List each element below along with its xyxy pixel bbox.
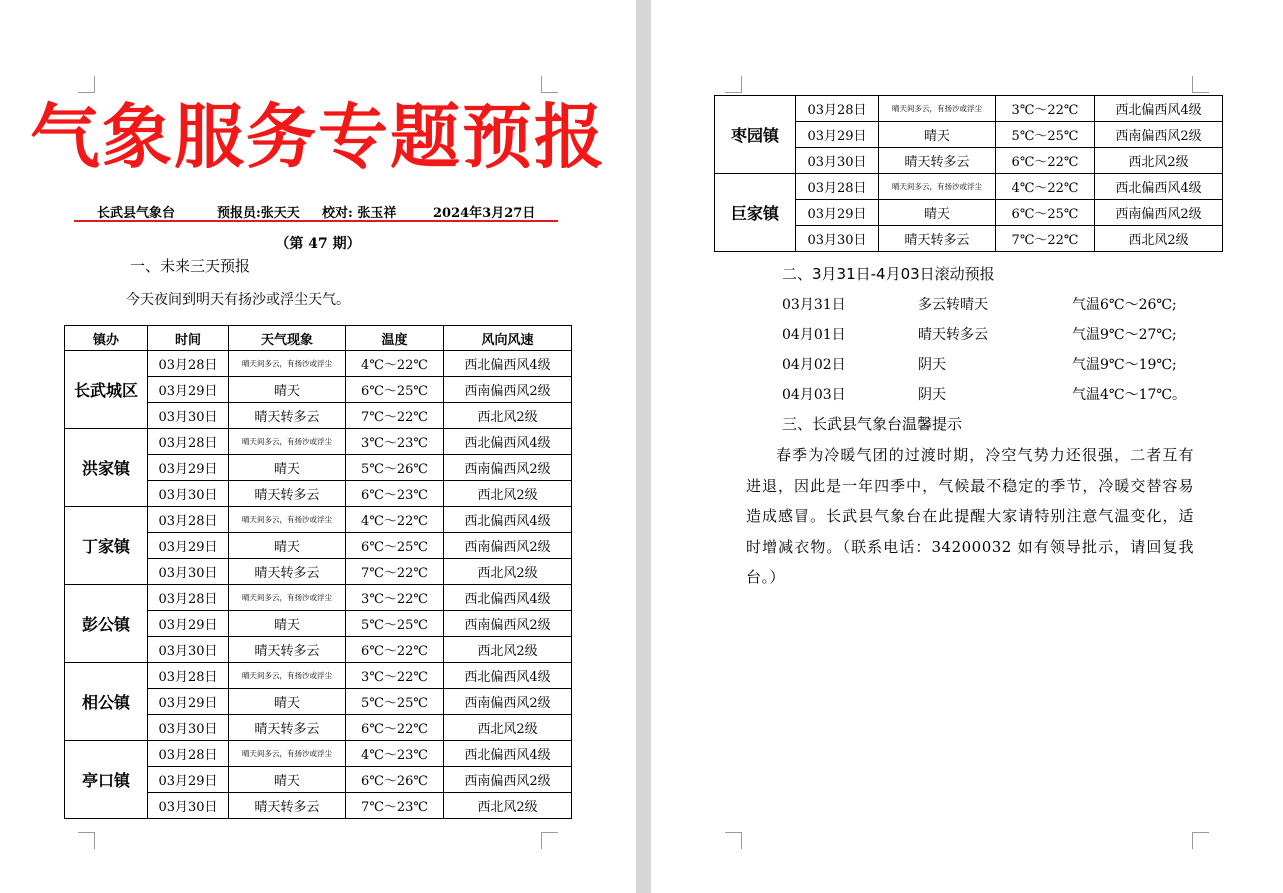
date-cell: 03月30日	[148, 403, 229, 429]
weather-cell: 晴天转多云	[879, 226, 996, 252]
town-name: 枣园镇	[715, 96, 796, 174]
rolling-temp: 气温9℃～27℃;	[1072, 327, 1177, 343]
wind-cell: 西北风2级	[444, 481, 572, 507]
town-name: 长武城区	[65, 351, 148, 429]
date-cell: 03月30日	[148, 559, 229, 585]
temperature-cell: 3℃～22℃	[346, 585, 444, 611]
date-cell: 03月28日	[148, 585, 229, 611]
weather-cell: 晴天转多云	[229, 403, 346, 429]
wind-cell: 西南偏西风2级	[444, 767, 572, 793]
temperature-cell: 4℃～22℃	[346, 507, 444, 533]
date-cell: 03月30日	[148, 481, 229, 507]
forecast-table-continued	[714, 95, 1223, 252]
date-cell: 03月30日	[796, 226, 879, 252]
rolling-temp: 气温9℃～19℃;	[1072, 357, 1177, 373]
weather-cell: 晴天间多云，有扬沙或浮尘	[229, 351, 346, 377]
crop-mark	[1192, 832, 1209, 849]
date-cell: 03月29日	[148, 611, 229, 637]
date-cell: 03月29日	[148, 455, 229, 481]
wind-cell: 西北风2级	[444, 637, 572, 663]
wind-cell: 西北风2级	[444, 715, 572, 741]
weather-cell: 晴天	[229, 533, 346, 559]
rolling-date: 04月01日	[782, 327, 846, 343]
byline	[74, 202, 558, 222]
forecaster: 预报员:张天天	[217, 206, 300, 221]
rolling-date: 04月03日	[782, 387, 846, 403]
temperature-cell: 5℃～26℃	[346, 455, 444, 481]
column-header: 温度	[346, 326, 444, 351]
table-row	[65, 429, 572, 455]
wind-cell: 西北偏西风4级	[444, 351, 572, 377]
table-header-row	[65, 326, 572, 351]
temperature-cell: 6℃～22℃	[996, 148, 1095, 174]
table-row	[715, 174, 1223, 200]
weather-cell: 晴天间多云，有扬沙或浮尘	[229, 741, 346, 767]
table-row	[65, 585, 572, 611]
weather-cell: 晴天转多云	[229, 481, 346, 507]
temperature-cell: 5℃～25℃	[346, 611, 444, 637]
proofreader: 校对: 张玉祥	[322, 206, 397, 221]
weather-cell: 晴天	[229, 611, 346, 637]
wind-cell: 西南偏西风2级	[444, 689, 572, 715]
weather-cell: 晴天	[229, 767, 346, 793]
temperature-cell: 3℃～23℃	[346, 429, 444, 455]
temperature-cell: 6℃～26℃	[346, 767, 444, 793]
rolling-temp: 气温6℃～26℃;	[1072, 297, 1177, 313]
section-1-intro: 今天夜间到明天有扬沙或浮尘天气。	[126, 292, 350, 308]
date-cell: 03月28日	[796, 96, 879, 122]
wind-cell: 西北风2级	[1095, 148, 1223, 174]
weather-cell: 晴天间多云，有扬沙或浮尘	[879, 174, 996, 200]
weather-cell: 晴天转多云	[229, 715, 346, 741]
forecast-table	[64, 325, 572, 819]
town-name: 亭口镇	[65, 741, 148, 819]
table-row	[65, 507, 572, 533]
crop-mark	[541, 832, 558, 849]
temperature-cell: 7℃～23℃	[346, 793, 444, 819]
wind-cell: 西北风2级	[444, 559, 572, 585]
wind-cell: 西北偏西风4级	[444, 507, 572, 533]
rolling-date: 04月02日	[782, 357, 846, 373]
warm-tips-text: 春季为冷暖气团的过渡时期，冷空气势力还很强，二者互有进退，因此是一年四季中，气候最不稳定的季节，冷暖交替容易造成感冒。长武县气象台在此提醒大家请特别注意气温变化，适时增减衣物。（联系电话：34200032 如有领导批示，请回复我台。）	[746, 446, 1194, 586]
temperature-cell: 6℃～22℃	[346, 637, 444, 663]
rolling-weather: 多云转晴天	[918, 297, 988, 313]
column-header: 时间	[148, 326, 229, 351]
warm-tips	[746, 440, 1194, 593]
crop-mark	[78, 76, 95, 93]
temperature-cell: 4℃～22℃	[996, 174, 1095, 200]
wind-cell: 西北偏西风4级	[444, 663, 572, 689]
town-name: 丁家镇	[65, 507, 148, 585]
crop-mark	[725, 832, 742, 849]
date-cell: 03月28日	[148, 741, 229, 767]
date-cell: 03月29日	[796, 200, 879, 226]
wind-cell: 西北偏西风4级	[1095, 174, 1223, 200]
weather-cell: 晴天间多云，有扬沙或浮尘	[229, 507, 346, 533]
date-cell: 03月28日	[148, 351, 229, 377]
column-header: 天气现象	[229, 326, 346, 351]
weather-cell: 晴天间多云，有扬沙或浮尘	[879, 96, 996, 122]
crop-mark	[1192, 76, 1209, 93]
weather-cell: 晴天转多云	[229, 793, 346, 819]
weather-cell: 晴天转多云	[229, 559, 346, 585]
temperature-cell: 5℃～25℃	[346, 689, 444, 715]
temperature-cell: 3℃～22℃	[996, 96, 1095, 122]
date-cell: 03月28日	[796, 174, 879, 200]
date-cell: 03月28日	[148, 663, 229, 689]
date-cell: 03月29日	[148, 689, 229, 715]
rolling-date: 03月31日	[782, 297, 846, 313]
crop-mark	[725, 76, 742, 93]
date-cell: 03月29日	[148, 377, 229, 403]
temperature-cell: 7℃～22℃	[346, 403, 444, 429]
weather-cell: 晴天	[229, 377, 346, 403]
wind-cell: 西南偏西风2级	[1095, 200, 1223, 226]
temperature-cell: 3℃～22℃	[346, 663, 444, 689]
column-header: 风向风速	[444, 326, 572, 351]
date-cell: 03月29日	[796, 122, 879, 148]
page-left	[0, 0, 636, 893]
column-header: 镇办	[65, 326, 148, 351]
weather-cell: 晴天转多云	[229, 637, 346, 663]
date-cell: 03月28日	[148, 507, 229, 533]
wind-cell: 西南偏西风2级	[444, 611, 572, 637]
section-3-heading: 三、长武县气象台温馨提示	[782, 415, 963, 433]
date-cell: 03月30日	[148, 715, 229, 741]
weather-cell: 晴天间多云，有扬沙或浮尘	[229, 429, 346, 455]
report-title: 气象服务专题预报	[30, 95, 606, 178]
date-cell: 03月30日	[148, 793, 229, 819]
temperature-cell: 6℃～25℃	[996, 200, 1095, 226]
wind-cell: 西北偏西风4级	[444, 585, 572, 611]
date-cell: 03月29日	[148, 767, 229, 793]
forecast-table-body	[65, 351, 572, 819]
rolling-weather: 晴天转多云	[918, 327, 988, 343]
weather-cell: 晴天	[879, 200, 996, 226]
town-name: 洪家镇	[65, 429, 148, 507]
temperature-cell: 6℃～22℃	[346, 715, 444, 741]
crop-mark	[78, 832, 95, 849]
forecast-table-body	[715, 96, 1223, 252]
wind-cell: 西北风2级	[1095, 226, 1223, 252]
town-name: 相公镇	[65, 663, 148, 741]
wind-cell: 西北风2级	[444, 403, 572, 429]
table-row	[715, 96, 1223, 122]
temperature-cell: 5℃～25℃	[996, 122, 1095, 148]
date-cell: 03月30日	[796, 148, 879, 174]
weather-cell: 晴天间多云，有扬沙或浮尘	[229, 585, 346, 611]
wind-cell: 西北偏西风4级	[444, 741, 572, 767]
wind-cell: 西南偏西风2级	[1095, 122, 1223, 148]
table-row	[65, 663, 572, 689]
temperature-cell: 4℃～23℃	[346, 741, 444, 767]
date-cell: 03月30日	[148, 637, 229, 663]
temperature-cell: 7℃～22℃	[346, 559, 444, 585]
weather-cell: 晴天	[229, 689, 346, 715]
wind-cell: 西南偏西风2级	[444, 455, 572, 481]
weather-cell: 晴天转多云	[879, 148, 996, 174]
wind-cell: 西北偏西风4级	[444, 429, 572, 455]
temperature-cell: 6℃～25℃	[346, 377, 444, 403]
weather-cell: 晴天间多云，有扬沙或浮尘	[229, 663, 346, 689]
rolling-weather: 阴天	[918, 357, 946, 373]
crop-mark	[541, 76, 558, 93]
issue-number: （第 47 期）	[275, 236, 361, 252]
temperature-cell: 7℃～22℃	[996, 226, 1095, 252]
table-row	[65, 741, 572, 767]
wind-cell: 西北偏西风4级	[1095, 96, 1223, 122]
temperature-cell: 6℃～23℃	[346, 481, 444, 507]
rolling-temp: 气温4℃～17℃。	[1072, 387, 1187, 403]
page-gap	[636, 0, 651, 893]
town-name: 彭公镇	[65, 585, 148, 663]
temperature-cell: 4℃～22℃	[346, 351, 444, 377]
weather-cell: 晴天	[879, 122, 996, 148]
weather-cell: 晴天	[229, 455, 346, 481]
section-1-heading: 一、未来三天预报	[130, 257, 251, 275]
station-name: 长武县气象台	[97, 206, 176, 221]
wind-cell: 西南偏西风2级	[444, 377, 572, 403]
temperature-cell: 6℃～25℃	[346, 533, 444, 559]
wind-cell: 西南偏西风2级	[444, 533, 572, 559]
town-name: 巨家镇	[715, 174, 796, 252]
rolling-weather: 阴天	[918, 387, 946, 403]
issue-date: 2024年3月27日	[433, 206, 536, 221]
date-cell: 03月28日	[148, 429, 229, 455]
wind-cell: 西北风2级	[444, 793, 572, 819]
table-row	[65, 351, 572, 377]
section-2-heading: 二、3月31日-4月03日滚动预报	[782, 265, 995, 283]
date-cell: 03月29日	[148, 533, 229, 559]
